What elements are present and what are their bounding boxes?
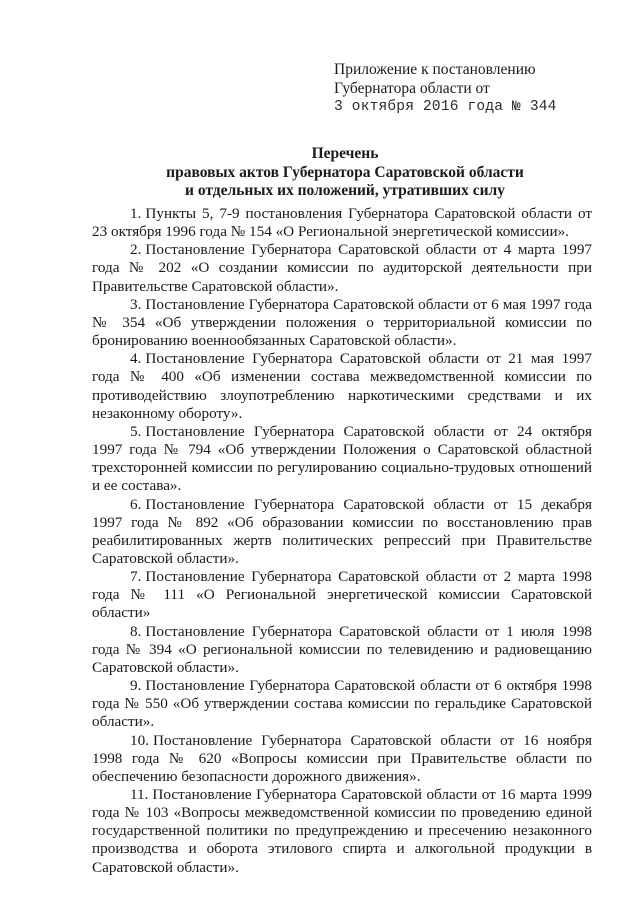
list-item (92, 423, 592, 496)
heading-line-3: и отдельных их положений, утративших силу (185, 182, 505, 199)
item-text: Постановление Губернатора Саратовской области от 21 мая 1997 года № 400 «Об изменении состава межведомственной комиссии по противодействию злоупотреблению наркотическими средствами и их незаконному обороту». (92, 350, 592, 422)
item-text: Постановление Губернатора Саратовской области от 6 мая 1997 года № 354 «Об утверждении положения о территориальной комиссии по бронированию военнообязанных Саратовской области». (92, 295, 592, 350)
item-text: Пункты 5, 7-9 постановления Губернатора Саратовской области от 23 октября 1996 года № 154 «О Региональной энергетической комиссии». (92, 205, 592, 241)
item-number: 4. (130, 350, 142, 368)
heading-line-2: правовых актов Губернатора Саратовской области (166, 163, 524, 181)
annex-date-number: 3 октября 2016 года № 344 (334, 99, 557, 115)
item-number: 7. (130, 568, 142, 586)
list-item (92, 205, 592, 241)
list-item (92, 786, 592, 877)
annex-block (334, 60, 557, 117)
list-item (92, 296, 592, 350)
list-item (92, 241, 592, 295)
item-text: Постановление Губернатора Саратовской области от 16 ноября 1998 года № 620 «Вопросы комиссии при Правительстве области по обеспечению безопасности дорожного движения». (92, 731, 592, 785)
document-heading (90, 145, 600, 201)
list-item (92, 732, 592, 786)
annex-line-1: Приложение к постановлению (334, 61, 536, 78)
list-item (92, 496, 592, 569)
acts-list (92, 205, 592, 877)
item-number: 11. (130, 786, 149, 803)
heading-title: Перечень (311, 145, 379, 162)
item-text: Постановление Губернатора Саратовской области от 6 октября 1998 года № 550 «Об утверждении состава комиссии по геральдике Саратовской области». (92, 677, 592, 731)
item-number: 9. (130, 677, 142, 695)
list-item (92, 677, 592, 731)
item-number: 6. (130, 495, 142, 513)
item-text: Постановление Губернатора Саратовской области от 4 марта 1997 года № 202 «О создании комиссии по аудиторской деятельности при Правительстве Саратовской области». (92, 241, 592, 295)
annex-line-2: Губернатора области от (334, 80, 490, 97)
item-number: 5. (130, 422, 142, 440)
list-item (92, 350, 592, 423)
item-number: 2. (130, 241, 142, 259)
item-number: 10. (130, 731, 149, 749)
item-number: 8. (130, 622, 142, 640)
item-text: Постановление Губернатора Саратовской области от 2 марта 1998 года № 111 «О Региональной энергетической комиссии Саратовской области» (92, 568, 592, 622)
item-text: Постановление Губернатора Саратовской области от 24 октября 1997 года № 794 «Об утверждении Положения о Саратовской областной трехсторонней комиссии по регулированию социально-трудовых отношений и ее состава». (92, 422, 592, 495)
list-item (92, 623, 592, 677)
item-number: 3. (130, 295, 142, 313)
item-text: Постановление Губернатора Саратовской области от 1 июля 1998 года № 394 «О региональной комиссии по телевидению и радиовещанию Саратовской области». (92, 622, 592, 676)
item-text: Постановление Губернатора Саратовской области от 16 марта 1999 года № 103 «Вопросы межведомственной комиссии по проведению единой государственной политики по предупреждению и пресечению незаконного производства и оборота этилового спирта и алкогольной продукции в Саратовской области». (92, 786, 592, 876)
item-number: 1. (130, 205, 142, 222)
list-item (92, 568, 592, 622)
item-text: Постановление Губернатора Саратовской области от 15 декабря 1997 года № 892 «Об образовании комиссии по восстановлению прав реабилитированных жертв политических репрессий при Правительстве Саратовской области». (92, 495, 592, 567)
